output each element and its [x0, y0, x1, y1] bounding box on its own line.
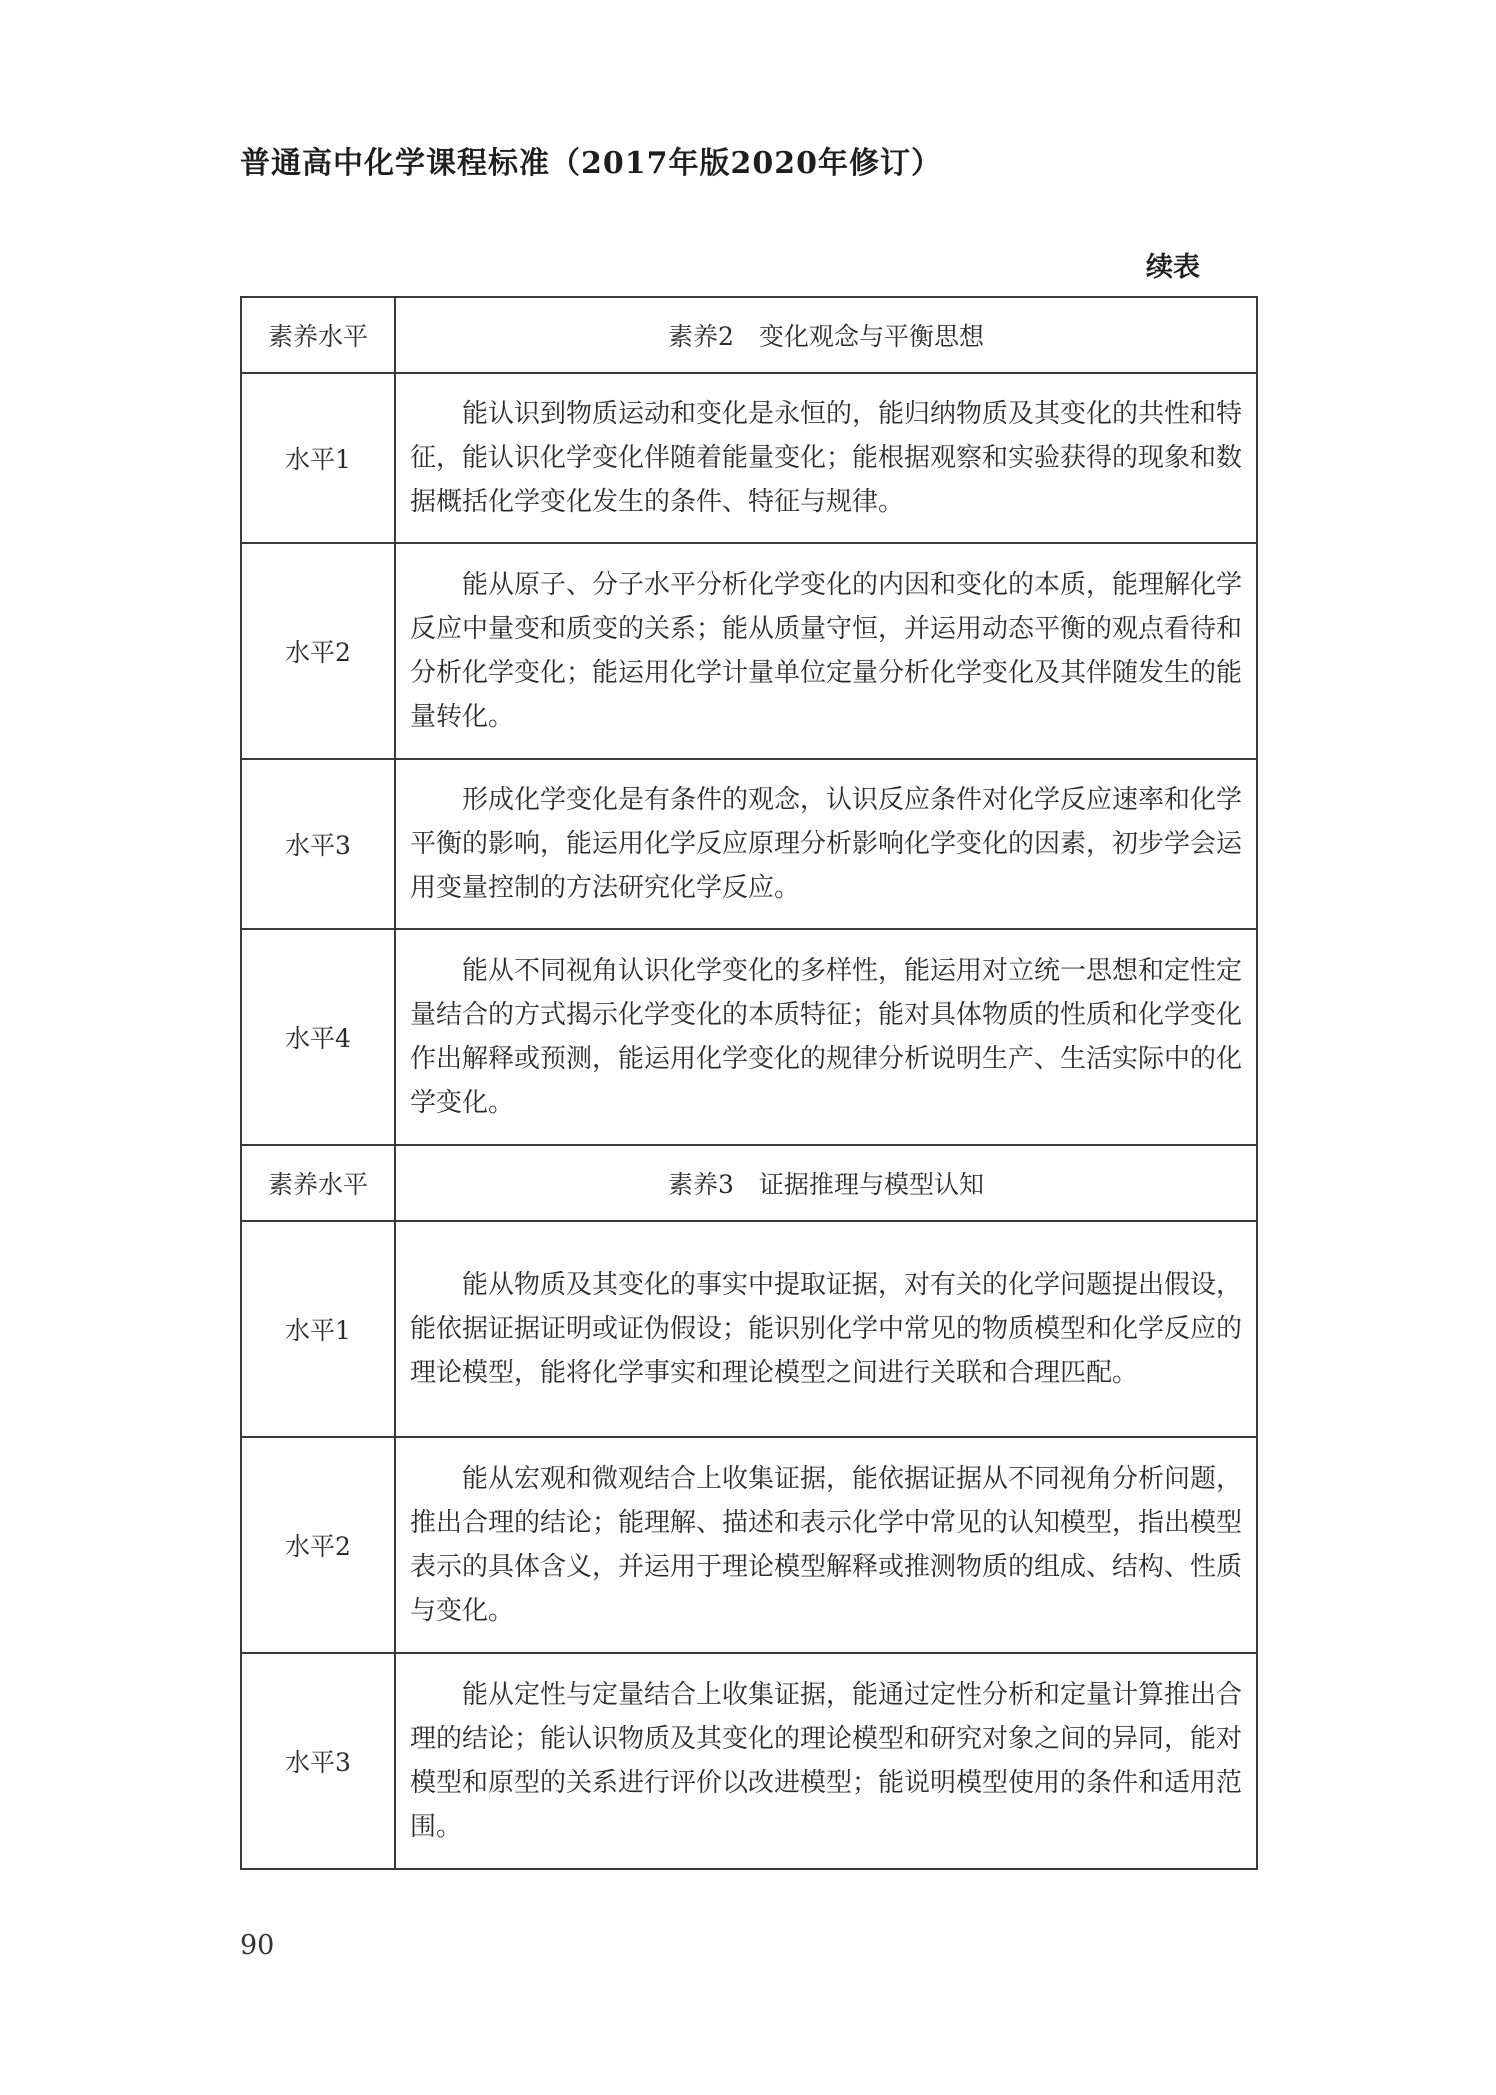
literacy-levels-table [240, 296, 1258, 1870]
table-row [241, 929, 1257, 1145]
section-title: 素养2 变化观念与平衡思想 [395, 297, 1257, 373]
level-label: 水平2 [241, 543, 395, 759]
level-description: 能认识到物质运动和变化是永恒的，能归纳物质及其变化的共性和特征，能认识化学变化伴随着能量变化；能根据观察和实验获得的现象和数据概括化学变化发生的条件、特征与规律。 [395, 373, 1257, 543]
level-description: 能从定性与定量结合上收集证据，能通过定性分析和定量计算推出合理的结论；能认识物质及其变化的理论模型和研究对象之间的异同，能对模型和原型的关系进行评价以改进模型；能说明模型使用的条件和适用范围。 [395, 1653, 1257, 1869]
table-row [241, 759, 1257, 929]
level-description: 形成化学变化是有条件的观念，认识反应条件对化学反应速率和化学平衡的影响，能运用化学反应原理分析影响化学变化的因素，初步学会运用变量控制的方法研究化学反应。 [395, 759, 1257, 929]
level-description: 能从原子、分子水平分析化学变化的内因和变化的本质，能理解化学反应中量变和质变的关系；能从质量守恒，并运用动态平衡的观点看待和分析化学变化；能运用化学计量单位定量分析化学变化及其伴随发生的能量转化。 [395, 543, 1257, 759]
level-label: 水平3 [241, 1653, 395, 1869]
col-header-level: 素养水平 [241, 1145, 395, 1221]
table-row [241, 373, 1257, 543]
continued-label: 续表 [1146, 252, 1200, 283]
level-label: 水平1 [241, 1221, 395, 1437]
level-label: 水平1 [241, 373, 395, 543]
col-header-level: 素养水平 [241, 297, 395, 373]
level-description: 能从不同视角认识化学变化的多样性，能运用对立统一思想和定性定量结合的方式揭示化学变化的本质特征；能对具体物质的性质和化学变化作出解释或预测，能运用化学变化的规律分析说明生产、生活实际中的化学变化。 [395, 929, 1257, 1145]
section-header-row [241, 1145, 1257, 1221]
level-description: 能从物质及其变化的事实中提取证据，对有关的化学问题提出假设，能依据证据证明或证伪假设；能识别化学中常见的物质模型和化学反应的理论模型，能将化学事实和理论模型之间进行关联和合理匹配。 [395, 1221, 1257, 1437]
section-header-row [241, 297, 1257, 373]
page-number: 90 [240, 1930, 275, 1961]
table-row [241, 543, 1257, 759]
section-title: 素养3 证据推理与模型认知 [395, 1145, 1257, 1221]
level-description: 能从宏观和微观结合上收集证据，能依据证据从不同视角分析问题，推出合理的结论；能理解、描述和表示化学中常见的认知模型，指出模型表示的具体含义，并运用于理论模型解释或推测物质的组成、结构、性质与变化。 [395, 1437, 1257, 1653]
level-label: 水平3 [241, 759, 395, 929]
level-label: 水平4 [241, 929, 395, 1145]
level-label: 水平2 [241, 1437, 395, 1653]
page-title: 普通高中化学课程标准（2017年版2020年修订） [240, 146, 942, 181]
table-row [241, 1221, 1257, 1437]
table-row [241, 1653, 1257, 1869]
table-row [241, 1437, 1257, 1653]
